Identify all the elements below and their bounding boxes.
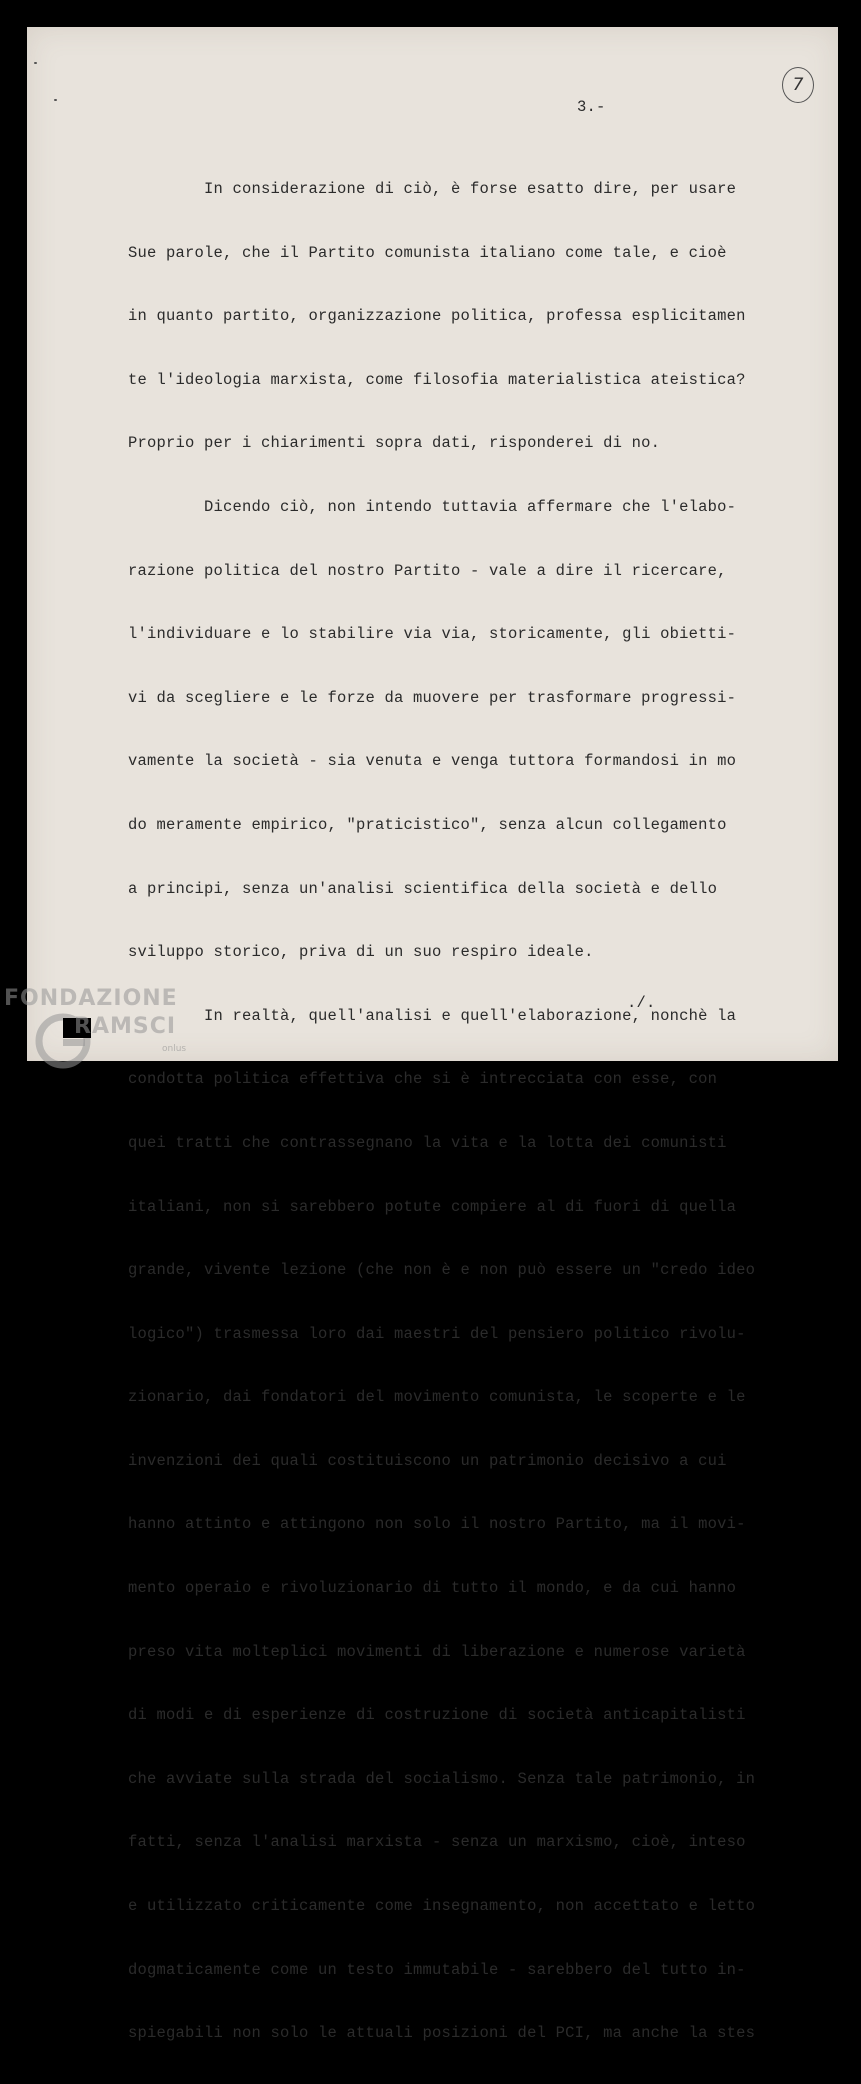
text-line: Proprio per i chiarimenti sopra dati, risponderei di no. (128, 434, 661, 453)
text-line: spiegabili non solo le attuali posizioni del PCI, ma anche la stes (128, 2024, 756, 2043)
text-line: te l'ideologia marxista, come filosofia materialistica ateistica? (128, 370, 746, 389)
text-line: do meramente empirico, "praticistico", senza alcun collegamento (128, 815, 727, 834)
text-line: logico") trasmessa loro dai maestri del pensiero politico rivolu- (128, 1324, 746, 1343)
text-line: fatti, senza l'analisi marxista - senza un marxismo, cioè, inteso (128, 1833, 746, 1852)
text-line: In realtà, quell'analisi e quell'elaborazione, nonchè la (204, 1006, 737, 1025)
text-line: a principi, senza un'analisi scientifica della società e dello (128, 879, 718, 898)
text-line: hanno attinto e attingono non solo il nostro Partito, ma il movi- (128, 1515, 746, 1534)
letter-body (128, 140, 818, 2084)
document-page (27, 27, 838, 2043)
fondazione-gramsci-watermark (2, 986, 217, 1076)
text-line: quei tratti che contrassegnano la vita e la lotta dei comunisti (128, 1133, 727, 1152)
text-line: vamente la società - sia venuta e venga tuttora formandosi in mo (128, 752, 737, 771)
text-line: di modi e di esperienze di costruzione di società anticapitalisti (128, 1706, 746, 1725)
text-line: Sue parole, che il Partito comunista italiano come tale, e cioè (128, 243, 727, 262)
text-line: l'individuare e lo stabilire via via, storicamente, gli obietti- (128, 625, 737, 644)
watermark-sub: onlus (162, 1044, 187, 1054)
text-line: che avviate sulla strada del socialismo. Senza tale patrimonio, in (128, 1769, 756, 1788)
text-line: dogmaticamente come un testo immutabile - sarebbero del tutto in- (128, 1960, 746, 1979)
text-line: zionario, dai fondatori del movimento comunista, le scoperte e le (128, 1388, 746, 1407)
text-line: preso vita molteplici movimenti di liberazione e numerose varietà (128, 1642, 746, 1661)
paper-speck (54, 99, 57, 101)
watermark-line1: FONDAZIONE (4, 986, 178, 1011)
text-line: invenzioni dei quali costituiscono un patrimonio decisivo a cui (128, 1451, 727, 1470)
text-line: Dicendo ciò, non intendo tuttavia affermare che l'elabo- (204, 497, 737, 516)
text-line: mento operaio e rivoluzionario di tutto il mondo, e da cui hanno (128, 1579, 737, 1598)
text-line: in quanto partito, organizzazione politica, professa esplicitamen (128, 307, 746, 326)
text-line: vi da scegliere e le forze da muovere per trasformare progressi- (128, 688, 737, 707)
paper-speck (34, 62, 37, 64)
continuation-mark: ./. (627, 994, 656, 1012)
text-line: italiani, non si sarebbero potute compiere al di fuori di quella (128, 1197, 737, 1216)
page-number: 3.- (577, 98, 606, 116)
text-line: e utilizzato criticamente come insegnamento, non accettato e letto (128, 1897, 756, 1916)
archive-number: 7 (782, 67, 814, 103)
text-line: sviluppo storico, priva di un suo respiro ideale. (128, 943, 594, 962)
text-line: In considerazione di ciò, è forse esatto dire, per usare (204, 180, 737, 198)
watermark-line2: RAMSCI (74, 1014, 177, 1039)
text-line: razione politica del nostro Partito - vale a dire il ricercare, (128, 561, 727, 580)
text-line: grande, vivente lezione (che non è e non può essere un "credo ideo (128, 1261, 756, 1280)
text-line: condotta politica effettiva che si è intrecciata con esse, con (128, 1070, 718, 1089)
